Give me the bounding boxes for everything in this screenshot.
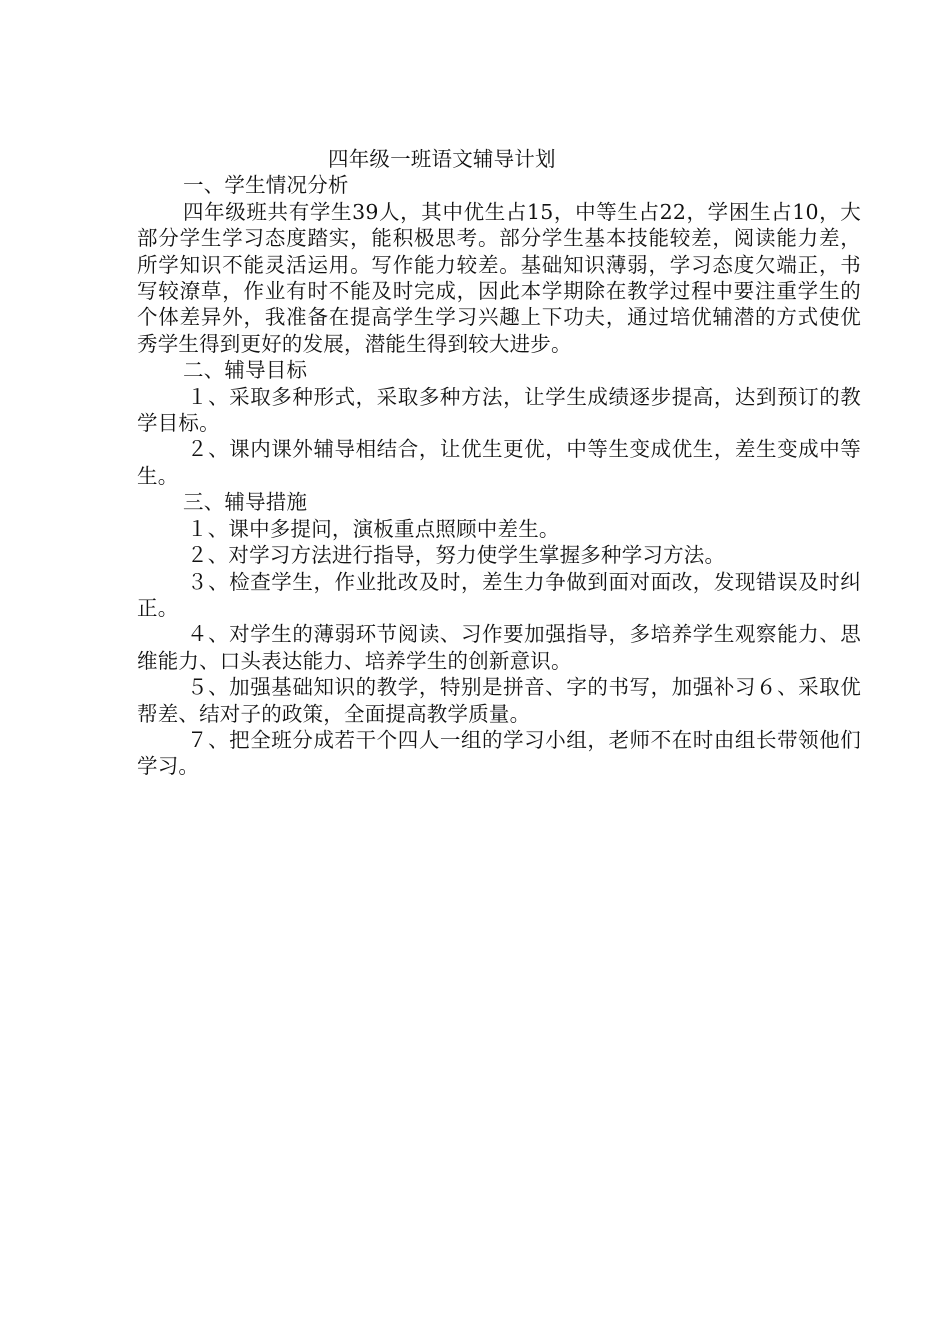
goal-item: ２、课内课外辅导相结合，让优生更优，中等生变成优生，差生变成中等生。 bbox=[137, 437, 861, 488]
measure-item: ２、对学习方法进行指导，努力使学生掌握多种学习方法。 bbox=[187, 543, 726, 568]
document-title: 四年级一班语文辅导计划 bbox=[328, 147, 556, 171]
measure-item: １、课中多提问，演板重点照顾中差生。 bbox=[187, 516, 560, 541]
section-heading-tutoring-measures: 三、辅导措施 bbox=[183, 490, 308, 515]
measure-item: ４、对学生的薄弱环节阅读、习作要加强指导，多培养学生观察能力、思维能力、口头表达能力、培养学生的创新意识。 bbox=[137, 622, 861, 673]
goal-item: １、采取多种形式，采取多种方法，让学生成绩逐步提高，达到预订的教学目标。 bbox=[137, 384, 861, 436]
document-body bbox=[137, 146, 861, 780]
measure-item: ７、把全班分成若干个四人一组的学习小组，老师不在时由组长带领他们学习。 bbox=[137, 727, 861, 779]
section-heading-tutoring-goals: 二、辅导目标 bbox=[183, 358, 308, 383]
student-analysis-paragraph: 四年级班共有学生39人，其中优生占15，中等生占22，学困生占10，大部分学生学习态度踏实，能积极思考。部分学生基本技能较差，阅读能力差，所学知识不能灵活运用。写作能力较差。基础知识薄弱，学习态度欠端正，书写较潦草，作业有时不能及时完成，因此本学期除在教学过程中要注重学生的个体差异外，我准备在提高学生学习兴趣上下功夫，通过培优辅潜的方式使优秀学生得到更好的发展，潜能生得到较大进步。 bbox=[137, 199, 861, 356]
measure-item: ３、检查学生，作业批改及时，差生力争做到面对面改，发现错误及时纠正。 bbox=[137, 569, 861, 620]
measure-item: ５、加强基础知识的教学，特别是拼音、字的书写，加强补习６、采取优帮差、结对子的政策，全面提高教学质量。 bbox=[137, 675, 861, 726]
section-heading-student-analysis: 一、学生情况分析 bbox=[183, 173, 349, 198]
